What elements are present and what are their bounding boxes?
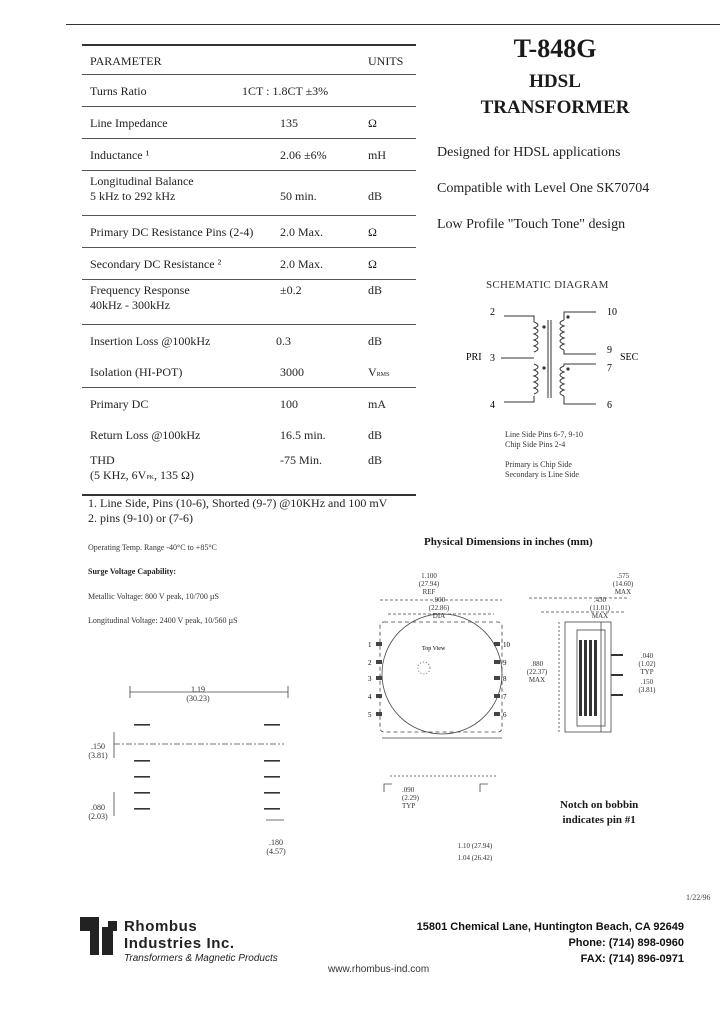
dim-900	[414, 596, 464, 620]
param-label: Isolation (HI-POT)	[90, 365, 183, 379]
param-value: 100	[280, 397, 298, 411]
dim-150	[80, 742, 116, 760]
pin-6	[494, 712, 500, 716]
dim-900-in: .900	[432, 596, 446, 604]
title-line-2: TRANSFORMER	[480, 97, 630, 118]
dim-575-in: .575	[616, 572, 630, 580]
param-unit-sub: RMS	[376, 372, 390, 378]
spec-row-longitudinal-balance	[82, 171, 416, 216]
pin-10-label: 10	[607, 307, 617, 318]
center-mark	[418, 662, 430, 674]
param-unit: Ω	[368, 225, 377, 239]
lamination	[584, 640, 587, 716]
param-value: 135	[280, 116, 298, 130]
dim-040-mm: (1.02)	[638, 660, 656, 668]
schematic-note-spacer	[505, 450, 583, 460]
pad	[264, 808, 280, 810]
company-name-line-1: Rhombus	[124, 918, 198, 935]
param-label: Return Loss @100kHz	[90, 428, 201, 442]
pin-label-7: 7	[503, 693, 507, 701]
pin-10	[494, 642, 500, 646]
param-label: Inductance ¹	[90, 148, 150, 162]
pin-3	[376, 676, 382, 680]
dim-1100	[404, 572, 454, 596]
pin-label-8: 8	[503, 675, 507, 683]
param-unit: Ω	[368, 116, 377, 130]
spec-row-return-loss	[82, 419, 416, 450]
pin-8	[494, 676, 500, 680]
dim-430-mm: (11.01)	[589, 604, 611, 612]
pin-label-9: 9	[503, 659, 507, 667]
pin-9	[494, 660, 500, 664]
param-label-line2: 5 kHz to 292 kHz	[90, 189, 176, 203]
param-value: 2.06 ±6%	[280, 148, 327, 162]
dim-090	[402, 786, 542, 810]
sec-lead-6	[564, 396, 596, 404]
dim-090-in: .090	[402, 786, 415, 794]
dim-430-in: .430	[593, 596, 607, 604]
param-value: 0.3	[276, 334, 291, 348]
pri-coil-upper	[534, 322, 538, 352]
sec-coil-upper	[560, 320, 564, 350]
schematic-title: SCHEMATIC DIAGRAM	[486, 279, 609, 291]
schematic-note: Line Side Pins 6-7, 9-10	[505, 430, 583, 439]
pad	[134, 760, 150, 762]
param-value: 2.0 Max.	[280, 225, 323, 239]
param-label: Secondary DC Resistance ²	[90, 257, 222, 271]
lamination	[589, 640, 592, 716]
pin-label-5: 5	[368, 711, 372, 719]
notch-line-1: Notch on bobbin	[560, 799, 639, 811]
side-pin	[611, 674, 623, 676]
param-value: 2.0 Max.	[280, 257, 323, 271]
param-label: Insertion Loss @100kHz	[90, 334, 211, 348]
dim-119-in: 1.19	[191, 685, 205, 694]
pin-label-2: 2	[368, 659, 372, 667]
sec-coil-lower	[560, 366, 564, 396]
param-value: 50 min.	[280, 189, 317, 203]
dim-880	[520, 660, 554, 684]
dim-1100-mm: (27.94)	[418, 580, 440, 588]
spec-row-frequency-response	[82, 280, 416, 325]
dim-104: 1.04 (26.42)	[457, 854, 493, 862]
spec-row-secondary-dc-resistance	[82, 248, 416, 280]
sec-lead-9	[564, 350, 596, 354]
pin-6-label: 6	[607, 400, 612, 411]
dim-080-in: .080	[91, 803, 105, 812]
param-label-line2-a: (5 KHz, 6V	[90, 468, 147, 482]
company-address: 15801 Chemical Lane, Huntington Beach, CA 92649	[416, 921, 684, 933]
param-label-line1: Frequency Response	[90, 283, 190, 297]
phase-dot	[542, 366, 545, 369]
part-number: T-848G	[513, 34, 597, 63]
param-unit: dB	[368, 189, 383, 203]
dim-119-mm: (30.23)	[186, 694, 210, 703]
spec-row-primary-dc-resistance	[82, 216, 416, 248]
param-label-line1: THD	[90, 453, 115, 467]
param-value: 3000	[280, 365, 304, 379]
dim-900-ref: DIA	[432, 612, 446, 620]
param-unit: Ω	[368, 257, 377, 271]
footnote-1: 1. Line Side, Pins (10-6), Shorted (9-7) @10KHz and 100 mV	[88, 496, 388, 510]
schematic-note: Secondary is Line Side	[505, 470, 579, 479]
param-unit: dB	[368, 283, 383, 297]
dim-180-in: .180	[269, 838, 283, 847]
dim-side-150-in: .150	[640, 678, 654, 686]
lamination	[594, 640, 597, 716]
pri-lead-2	[504, 316, 534, 322]
dim-1100-in: 1.100	[421, 572, 437, 580]
product-title-block	[440, 34, 670, 120]
param-label-line1: Longitudinal Balance	[90, 174, 194, 188]
phase-dot	[566, 367, 569, 370]
top-view-label: Top View	[422, 646, 446, 652]
param-value: 16.5 min.	[280, 428, 326, 442]
param-label	[90, 283, 190, 313]
dim-1100-ref: REF	[422, 588, 436, 596]
side-pin	[611, 654, 623, 656]
pri-coil-lower	[534, 364, 538, 394]
metallic-voltage: Metallic Voltage: 800 V peak, 10/700 µS	[88, 592, 219, 601]
param-unit	[368, 365, 389, 380]
company-website[interactable]: www.rhombus-ind.com	[328, 964, 430, 975]
company-phone: Phone: (714) 898-0960	[568, 937, 684, 949]
spec-table	[82, 44, 416, 496]
schematic-note: Primary is Chip Side	[505, 460, 572, 469]
pad	[264, 760, 280, 762]
feature-1: Designed for HDSL applications	[437, 145, 621, 160]
phase-dot	[542, 325, 545, 328]
bobbin-outline	[382, 614, 502, 734]
spec-row-turns-ratio	[82, 75, 416, 107]
dim-side-150	[632, 678, 662, 694]
surge-title: Surge Voltage Capability:	[88, 567, 177, 576]
param-value: 1CT : 1.8CT ±3%	[242, 84, 329, 98]
pin-3-label: 3	[490, 353, 495, 364]
dim-150-in: .150	[91, 742, 105, 751]
top-rule	[66, 24, 720, 25]
param-label: Line Impedance	[90, 116, 168, 130]
param-value: -75 Min.	[280, 453, 322, 467]
pin-7-label: 7	[607, 363, 612, 374]
lamination	[579, 640, 582, 716]
dimensions-title: Physical Dimensions in inches (mm)	[424, 536, 593, 548]
param-label-line2-sub: PK	[146, 475, 154, 481]
dim-040-in: .040	[640, 652, 654, 660]
pin-label-4: 4	[368, 693, 372, 701]
dim-080	[80, 803, 116, 821]
param-unit-main: V	[368, 365, 377, 379]
pin-9-label: 9	[607, 345, 612, 356]
company-contact	[417, 919, 684, 967]
param-unit: dB	[368, 428, 383, 442]
param-unit: dB	[368, 453, 383, 467]
company-tagline: Transformers & Magnetic Products	[124, 953, 278, 964]
pin-2-label: 2	[490, 307, 495, 318]
spec-row-primary-dc	[82, 388, 416, 419]
pin-2	[376, 660, 382, 664]
rhombus-logo-icon	[80, 915, 120, 959]
schematic-note: Chip Side Pins 2-4	[505, 440, 566, 449]
notch-line-2: indicates pin #1	[562, 814, 636, 826]
company-fax: FAX: (714) 896-0971	[580, 953, 684, 965]
pad	[134, 808, 150, 810]
pin-4	[376, 694, 382, 698]
pin-footprint	[384, 784, 392, 792]
spec-row-inductance	[82, 139, 416, 171]
pad	[264, 792, 280, 794]
param-label	[90, 453, 194, 483]
pri-label: PRI	[466, 352, 482, 363]
pad	[134, 792, 150, 794]
sec-label: SEC	[620, 352, 639, 363]
pad	[134, 724, 150, 726]
dim-119	[180, 685, 216, 703]
pin-label-6: 6	[503, 711, 507, 719]
operating-temp: Operating Temp. Range -40°C to +85°C	[88, 543, 217, 552]
notch-note	[560, 798, 638, 828]
dim-110: 1.10 (27.94)	[457, 842, 493, 850]
pin-label-3: 3	[368, 675, 372, 683]
pad	[134, 776, 150, 778]
dim-880-mm: (22.37)	[526, 668, 548, 676]
dim-430	[580, 596, 620, 620]
pin-4-label: 4	[490, 400, 495, 411]
pad	[264, 724, 280, 726]
sec-lead-7	[564, 364, 596, 366]
footnotes	[88, 496, 387, 526]
title-line-1: HDSL	[529, 71, 581, 92]
header-units: UNITS	[368, 54, 404, 68]
pin-label-1: 1	[368, 641, 372, 649]
company-name	[124, 918, 235, 952]
dim-880-max: MAX	[528, 676, 546, 684]
phase-dot	[566, 315, 569, 318]
param-label: Primary DC Resistance Pins (2-4)	[90, 225, 254, 239]
dim-040	[632, 652, 662, 676]
param-unit: mH	[368, 148, 386, 162]
pin-label-10: 10	[503, 641, 510, 649]
pri-lead-4	[504, 396, 534, 402]
feature-3: Low Profile "Touch Tone" design	[437, 217, 626, 232]
dim-430-max: MAX	[591, 612, 609, 620]
company-name-line-2: Industries Inc.	[124, 935, 235, 952]
dim-080-mm: (2.03)	[88, 812, 108, 821]
param-unit: dB	[368, 334, 383, 348]
param-label-line2-b: , 135 Ω)	[154, 468, 194, 482]
dim-180-mm: (4.57)	[266, 847, 286, 856]
date-code: 1/22/96	[686, 893, 711, 902]
side-pin	[611, 694, 623, 696]
pin-7	[494, 694, 500, 698]
dim-575-max: MAX	[614, 588, 632, 596]
param-label-line2	[90, 468, 194, 483]
dim-180	[258, 838, 294, 856]
spec-row-isolation	[82, 356, 416, 388]
param-label: Primary DC	[90, 397, 149, 411]
dim-880-in: .880	[530, 660, 544, 668]
dim-090-typ: TYP	[402, 802, 416, 810]
param-label-line2: 40kHz - 300kHz	[90, 298, 170, 312]
footnote-2: 2. pins (9-10) or (7-6)	[88, 511, 193, 525]
spec-row-thd	[82, 450, 416, 496]
dim-900-mm: (22.86)	[428, 604, 450, 612]
param-unit: mA	[368, 397, 386, 411]
spec-row-insertion-loss	[82, 325, 416, 356]
header-parameter: PARAMETER	[90, 54, 162, 68]
dim-150-mm: (3.81)	[88, 751, 108, 760]
dim-575-mm: (14.60)	[612, 580, 634, 588]
param-label: Turns Ratio	[90, 84, 147, 98]
param-label	[90, 174, 194, 204]
dim-040-typ: TYP	[640, 668, 654, 676]
spec-row-line-impedance	[82, 107, 416, 139]
pad	[264, 776, 280, 778]
longitudinal-voltage: Longitudinal Voltage: 2400 V peak, 10/560 µS	[88, 616, 238, 625]
feature-2: Compatible with Level One SK70704	[437, 181, 650, 196]
bobbin-side	[565, 622, 611, 732]
pin-1	[376, 642, 382, 646]
dim-575	[603, 572, 643, 596]
dim-090-mm: (2.29)	[402, 794, 419, 802]
param-value: ±0.2	[280, 283, 302, 297]
schematic-notes	[505, 430, 583, 480]
dim-side-150-mm: (3.81)	[638, 686, 656, 694]
schematic-diagram	[456, 298, 646, 418]
pin-5	[376, 712, 382, 716]
spec-table-header	[82, 44, 416, 75]
